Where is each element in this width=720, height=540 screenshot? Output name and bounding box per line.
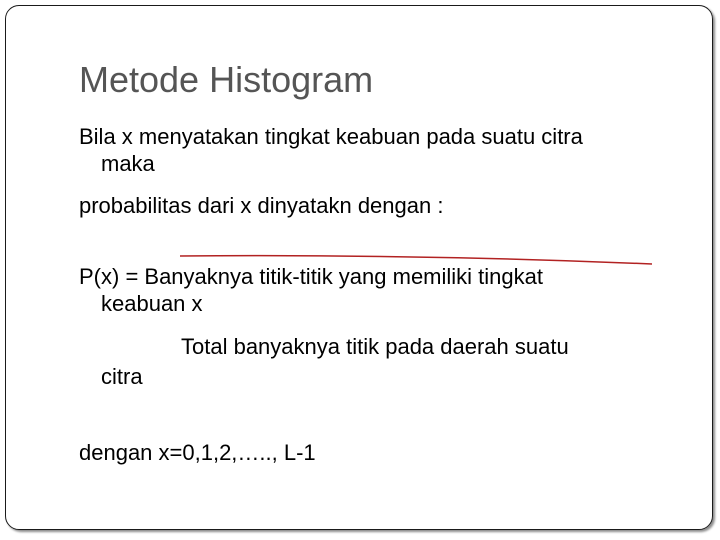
formula-denominator-line-1: Total banyaknya titik pada daerah suatu [181,334,569,359]
intro-line-1: Bila x menyatakan tingkat keabuan pada suatu citra [79,124,583,149]
formula-numerator-line-2: keabuan x [101,291,203,316]
slide-title: Metode Histogram [79,59,374,100]
formula-numerator-line-1: P(x) = Banyaknya titik-titik yang memiliki tingkat [79,264,543,289]
range-line: dengan x=0,1,2,….., L-1 [79,440,316,465]
intro-line-2: maka [101,151,155,176]
intro-line-3: probabilitas dari x dinyatakn dengan : [79,193,444,218]
formula-denominator-line-2: citra [101,364,143,389]
